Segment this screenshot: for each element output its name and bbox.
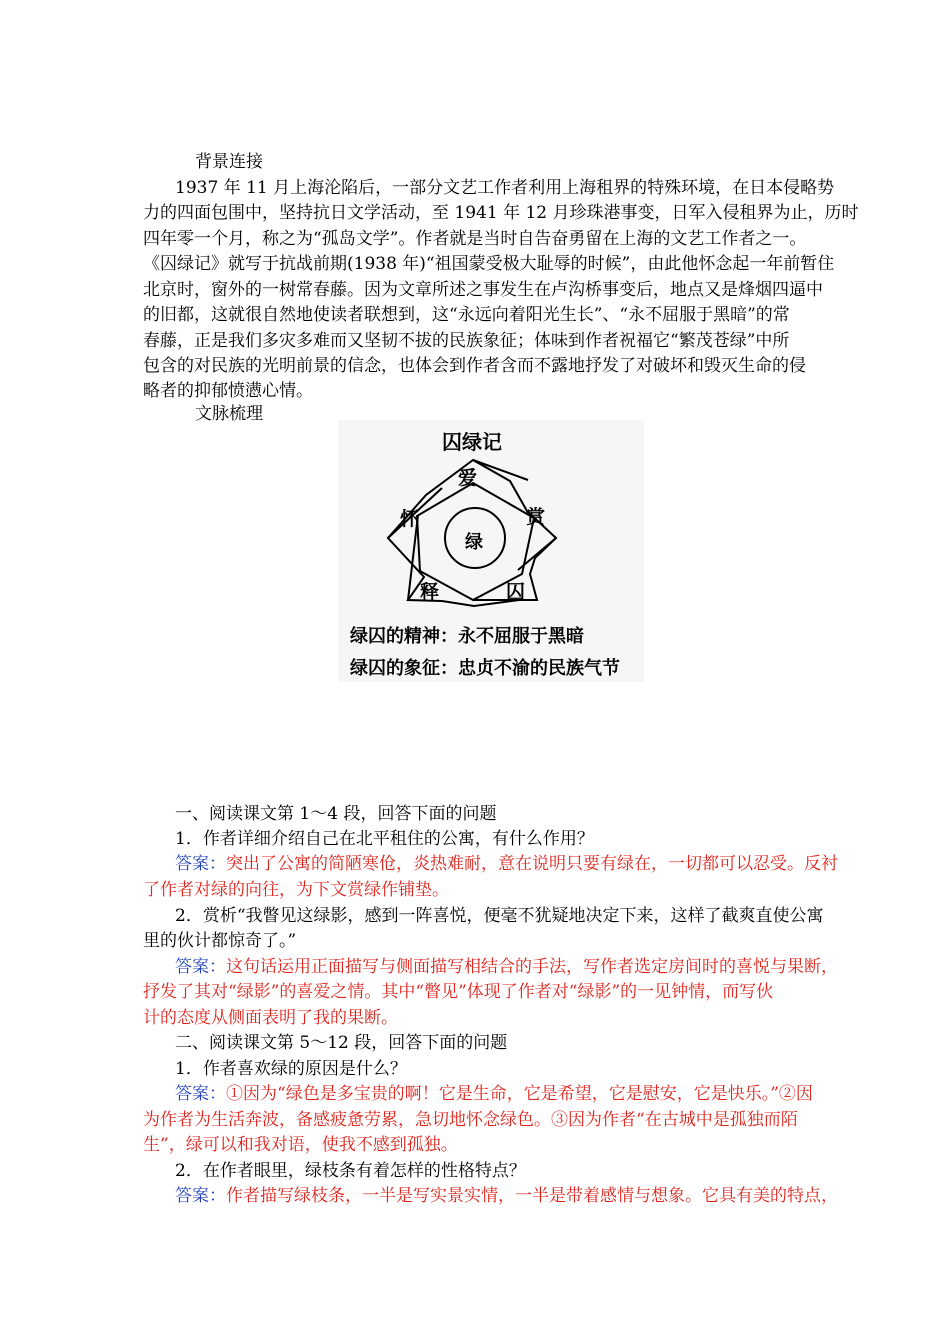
answer-text: 为作者为生活奔波，备感疲惫劳累，急切地怀念绿色。③因为作者“在古城中是孤独而陌 <box>143 1110 798 1130</box>
answer-label: 答案： <box>175 1084 226 1104</box>
answer-text: 抒发了其对“绿影”的喜爱之情。其中“瞥见”体现了作者对“绿影”的一见钟情，而写伙 <box>143 982 774 1002</box>
segment-release: 释 <box>420 581 440 603</box>
segment-imprison: 囚 <box>506 581 526 603</box>
background-paragraph-line: 四年零一个月，称之为“孤岛文学”。作者就是当时自告奋勇留在上海的文艺工作者之一。 <box>143 229 807 249</box>
part2-q2-question: 2．在作者眼里，绿枝条有着怎样的性格特点？ <box>175 1161 526 1181</box>
background-paragraph-line: 包含的对民族的光明前景的信念，也体会到作者含而不露地抒发了对破坏和毁灭生命的侵 <box>143 356 806 376</box>
part2-q1-answer <box>175 1082 845 1106</box>
diagram-spirit-line: 绿囚的精神：永不屈服于黑暗 <box>350 626 584 647</box>
answer-text: 这句话运用正面描写与侧面描写相结合的手法，写作者选定房间时的喜悦与果断， <box>226 957 838 977</box>
structure-diagram <box>338 420 644 682</box>
answer-text: ①因为“绿色是多宝贵的啊！它是生命，它是希望，它是慰安，它是快乐。”②因 <box>226 1084 813 1104</box>
background-heading: 背景连接 <box>195 152 263 172</box>
diagram-symbol-line: 绿囚的象征：忠贞不渝的民族气节 <box>350 658 620 679</box>
background-paragraph-line: 春藤，正是我们多灾多难而又坚韧不拔的民族象征；体味到作者祝福它“繁茂苍绿”中所 <box>143 331 790 351</box>
background-paragraph-line: 力的四面包围中，坚持抗日文学活动，至 1941 年 12 月珍珠港事变，日军入侵租界为止，历时 <box>143 203 859 223</box>
diagram-title: 囚绿记 <box>442 430 502 454</box>
part2-q1-question: 1．作者喜欢绿的原因是什么？ <box>175 1059 407 1079</box>
segment-miss: 怀 <box>400 508 420 530</box>
background-paragraph-line: 略者的抑郁愤懑心情。 <box>143 381 313 401</box>
part1-q2-question: 2．赏析“我瞥见这绿影，感到一阵喜悦，便毫不犹疑地决定下来，这样了截爽直使公寓 <box>175 906 824 926</box>
answer-text: 生”，绿可以和我对语，使我不感到孤独。 <box>143 1135 458 1155</box>
part2-q2-answer <box>175 1184 845 1208</box>
part1-heading: 一、阅读课文第 1～4 段，回答下面的问题 <box>175 804 497 824</box>
center-green: 绿 <box>465 532 483 553</box>
background-paragraph-line: 1937 年 11 月上海沦陷后，一部分文艺工作者利用上海租界的特殊环境，在日本侵略势 <box>175 178 835 198</box>
answer-text: 了作者对绿的向往，为下文赏绿作铺垫。 <box>143 880 449 900</box>
background-paragraph-line: 的旧都，这就很自然地使读者联想到，这“永远向着阳光生长”、“永不屈服于黑暗”的常 <box>143 305 790 325</box>
part1-q1-answer <box>175 852 845 876</box>
segment-love: 爱 <box>458 467 478 489</box>
background-paragraph-line: 《囚绿记》就写于抗战前期(1938 年)“祖国蒙受极大耻辱的时候”，由此他怀念起一年前暂住 <box>143 254 835 274</box>
part1-q2-answer <box>175 955 845 979</box>
part1-q2-question: 里的伙计都惊奇了。” <box>143 931 297 951</box>
part1-q1-question: 1．作者详细介绍自己在北平租住的公寓，有什么作用？ <box>175 829 594 849</box>
answer-label: 答案： <box>175 854 226 874</box>
answer-text: 作者描写绿枝条，一半是写实景实情，一半是带着感情与想象。它具有美的特点， <box>226 1186 838 1206</box>
answer-label: 答案： <box>175 957 226 977</box>
structure-heading: 文脉梳理 <box>195 404 263 424</box>
answer-label: 答案： <box>175 1186 226 1206</box>
answer-text: 突出了公寓的简陋寒伧，炎热难耐，意在说明只要有绿在，一切都可以忍受。反衬 <box>226 854 838 874</box>
answer-text: 计的态度从侧面表明了我的果断。 <box>143 1008 398 1028</box>
segment-appreciate: 赏 <box>526 506 546 528</box>
background-paragraph-line: 北京时，窗外的一树常春藤。因为文章所述之事发生在卢沟桥事变后，地点又是烽烟四逼中 <box>143 280 823 300</box>
part2-heading: 二、阅读课文第 5～12 段，回答下面的问题 <box>175 1033 508 1053</box>
